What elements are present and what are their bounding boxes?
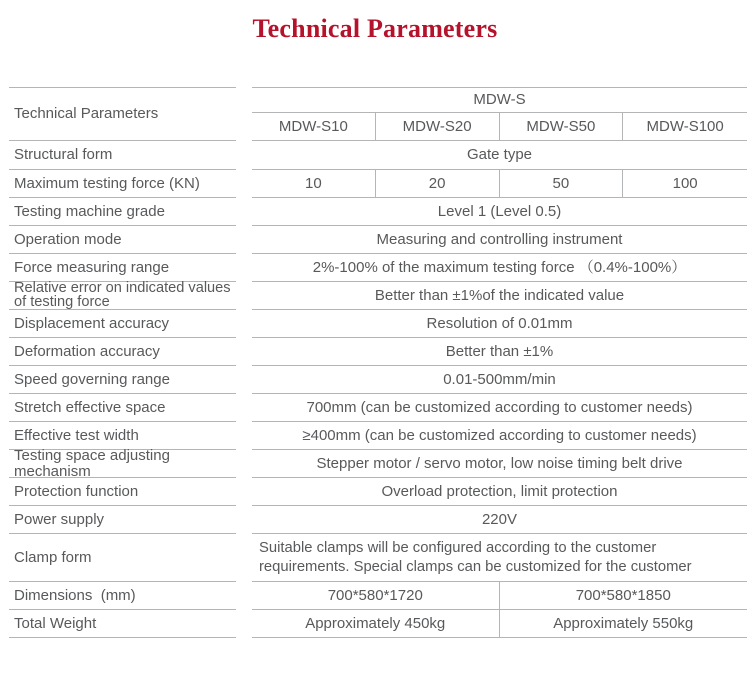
row-label: Effective test width	[9, 422, 236, 450]
row-label: Maximum testing force (KN)	[9, 170, 236, 198]
page-title: Technical Parameters	[252, 14, 498, 43]
row-value: Resolution of 0.01mm	[252, 310, 747, 338]
row-label: Speed governing range	[9, 366, 236, 394]
row-value: 10	[252, 170, 376, 198]
row-value: Better than ±1%of the indicated value	[252, 282, 747, 310]
row-value: Suitable clamps will be configured according to the customer requirements. Special clamps can be customized for the customer	[252, 534, 747, 582]
row-label: Clamp form	[9, 534, 236, 582]
row-value: 50	[500, 170, 624, 198]
row-label: Testing space adjusting mechanism	[9, 450, 236, 478]
row-label: Testing machine grade	[9, 198, 236, 226]
row-value: 220V	[252, 506, 747, 534]
model-cell: MDW-S20	[376, 113, 500, 141]
row-value: Better than ±1%	[252, 338, 747, 366]
row-label: Deformation accuracy	[9, 338, 236, 366]
row-label: Dimensions (mm)	[9, 582, 236, 610]
model-cell: MDW-S50	[500, 113, 624, 141]
row-value: Approximately 450kg	[252, 610, 500, 638]
row-label: Relative error on indicated values of testing force	[9, 282, 236, 310]
row-value: Measuring and controlling instrument	[252, 226, 747, 254]
row-value: 700mm (can be customized according to customer needs)	[252, 394, 747, 422]
row-value: Gate type	[252, 141, 747, 170]
row-value: 2%-100% of the maximum testing force （0.4%-100%）	[252, 254, 747, 282]
row-label: Power supply	[9, 506, 236, 534]
row-value: 100	[623, 170, 747, 198]
row-label: Displacement accuracy	[9, 310, 236, 338]
row-value: 700*580*1850	[500, 582, 748, 610]
row-value: 20	[376, 170, 500, 198]
row-label: Protection function	[9, 478, 236, 506]
row-value: 700*580*1720	[252, 582, 500, 610]
row-value: 0.01-500mm/min	[252, 366, 747, 394]
model-cell: MDW-S10	[252, 113, 376, 141]
table-header-label: Technical Parameters	[9, 87, 236, 141]
row-value: Stepper motor / servo motor, low noise timing belt drive	[252, 450, 747, 478]
model-series-cell: MDW-S	[252, 87, 747, 113]
model-cell: MDW-S100	[623, 113, 747, 141]
row-value: Approximately 550kg	[500, 610, 748, 638]
row-label: Stretch effective space	[9, 394, 236, 422]
row-label: Force measuring range	[9, 254, 236, 282]
spec-table	[9, 87, 747, 638]
row-label: Operation mode	[9, 226, 236, 254]
row-value: Level 1 (Level 0.5)	[252, 198, 747, 226]
row-value: Overload protection, limit protection	[252, 478, 747, 506]
row-label: Total Weight	[9, 610, 236, 638]
row-value: ≥400mm (can be customized according to customer needs)	[252, 422, 747, 450]
row-label: Structural form	[9, 141, 236, 170]
